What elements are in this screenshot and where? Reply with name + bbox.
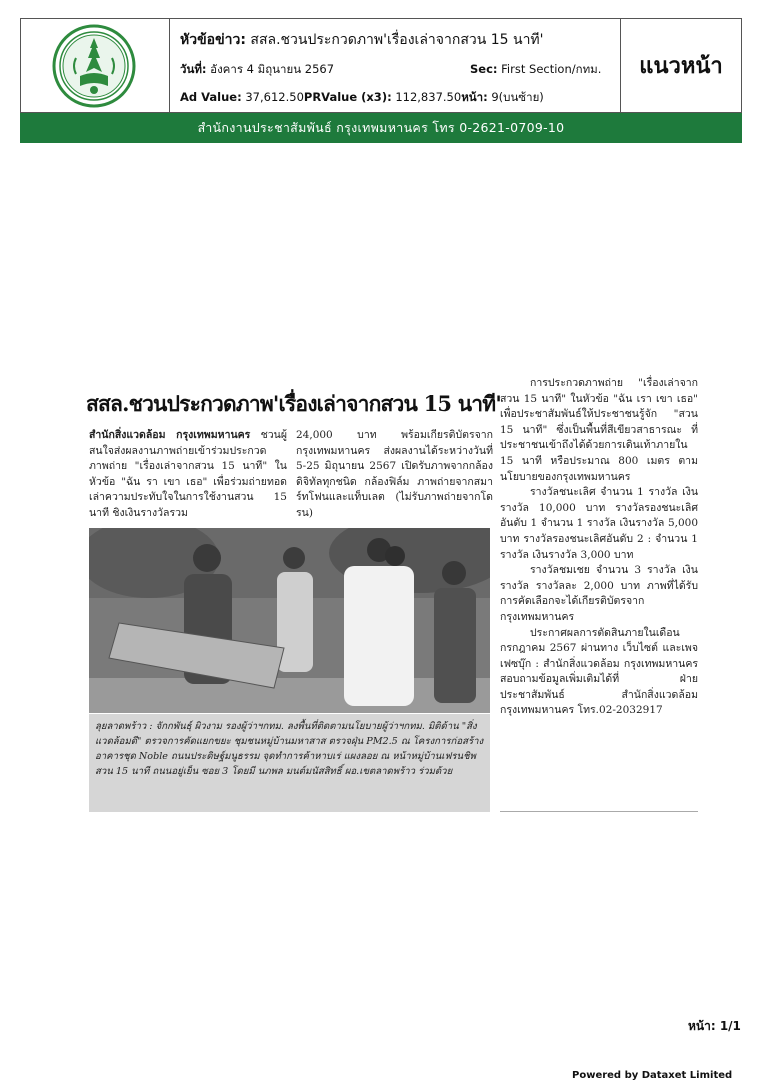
article-col1-body: ชวนผู้สนใจส่งผลงานภาพถ่ายเข้าร่วมประกวดภาพถ่าย "เรื่องเล่าจากสวน 15 นาที" ในหัวข้อ "ฉัน รา เขา เธอ" เพื่อร่วมถ่ายทอดเล่าความประทับใจในการใช้งานสวน 15 นาที ชิงเงินรางวัลรวม xyxy=(89,429,288,519)
article-column-3 xyxy=(500,376,698,719)
article-lead: สำนักสิ่งแวดล้อม กรุงเทพมหานคร xyxy=(89,429,251,441)
value-row xyxy=(180,89,544,107)
headline-value: สสล.ชวนประกวดภาพ'เรื่องเล่าจากสวน 15 นาที' xyxy=(250,32,544,48)
publication-name: แนวหน้า xyxy=(639,54,723,79)
page-label: หน้า: xyxy=(461,90,488,104)
article-col3-p1: การประกวดภาพถ่าย "เรื่องเล่าจากสวน 15 นาที" ในหัวข้อ "ฉัน เรา เขา เธอ" เพื่อประชาสัมพันธ์ให้ประชาชนรู้จัก "สวน 15 นาที" ซึ่งเป็นพื้นที่สีเขียวสาธารณะ ที่ประชาชนเข้าถึงได้ด้วยการเดินเท้าภายใน 15 นาที หรือประมาณ 800 เมตร ตามนโยบายของกรุงเทพมหานคร xyxy=(500,377,698,483)
date-label: วันที่: xyxy=(180,62,207,76)
headline-row xyxy=(180,29,544,51)
agency-bar: สำนักงานประชาสัมพันธ์ กรุงเทพมหานคร โทร 0-2621-0709-10 xyxy=(20,113,742,143)
sec-value: First Section/กทม. xyxy=(501,62,602,76)
pr-label: PRValue (x3): xyxy=(303,90,392,104)
news-photo-image xyxy=(89,528,490,713)
photo-caption: ลุยลาดพร้าว : จักกพันธุ์ ผิวงาม รองผู้ว่าฯกทม. ลงพื้นที่ติดตามนโยบายผู้ว่าฯกทม. มิติด้าน "สิ่งแวดล้อมดี" ตรวจการคัดแยกขยะ ชุมชนหมู่บ้านมหาสาส ตรวจฝุ่น PM2.5 ณ โครงการก่อสร้างอาคารชุด Noble ถนนประดิษฐ์มนูธรรม จุดทำการค้าหาบเร่ แผงลอย ณ หน้าหมู่บ้านเฟรนชิพ สวน 15 นาที ถนนอยู่เย็น ซอย 3 โดยมี นภพล มนต์มนัสสิทธิ์ ผอ.เขตลาดพร้าว ร่วมด้วย xyxy=(89,714,490,812)
logo-cell xyxy=(21,19,170,112)
article-col2-body: 24,000 บาท พร้อมเกียรติบัตรจากกรุงเทพมหานคร ส่งผลงานได้ระหว่างวันที่ 5-25 มิถุนายน 2567 เปิดรับภาพจากกล้องดิจิทัลทุกชนิด กล้องฟิล์ม ภาพถ่ายจากสมาร์ทโฟนและแท็บเลต (ไม่รับภาพถ่ายจากโดรน) xyxy=(296,429,493,519)
page-value: 9(บนซ้าย) xyxy=(491,90,544,104)
powered-by: Powered by Dataxet Limited xyxy=(572,1070,733,1081)
article-column-1 xyxy=(89,428,287,522)
article-col3-p3: รางวัลชมเชย จำนวน 3 รางวัล เงินรางวัล รางวัลละ 2,000 บาท ภาพที่ได้รับการคัดเลือกจะได้เกียรติบัตรจากกรุงเทพมหานคร xyxy=(500,564,698,623)
news-header xyxy=(20,18,742,113)
news-clipping xyxy=(86,376,698,816)
section-row xyxy=(470,61,601,79)
page-indicator: หน้า: 1/1 xyxy=(688,1019,741,1033)
headline-label: หัวข้อข่าว: xyxy=(180,32,246,48)
date-row xyxy=(180,61,334,79)
pr-value: 112,837.50 xyxy=(395,90,462,104)
ad-value: 37,612.50 xyxy=(245,90,304,104)
sec-label: Sec: xyxy=(470,62,498,76)
info-cell xyxy=(170,19,621,112)
news-photo xyxy=(89,528,490,713)
column-divider xyxy=(500,811,698,812)
article-col3-p2: รางวัลชนะเลิศ จำนวน 1 รางวัล เงินรางวัล 10,000 บาท รางวัลรองชนะเลิศอันดับ 1 จำนวน 1 รางวัล เงินรางวัล 5,000 บาท รางวัลรองชนะเลิศอันดับ 2 : จำนวน 1 รางวัล เงินรางวัล 3,000 บาท xyxy=(500,486,698,561)
date-value: อังคาร 4 มิถุนายน 2567 xyxy=(210,62,335,76)
article-title: สสล.ชวนประกวดภาพ'เรื่องเล่าจากสวน 15 นาที' xyxy=(86,391,501,416)
article-col3-p4: ประกาศผลการตัดสินภายในเดือนกรกฎาคม 2567 ผ่านทาง เว็บไซต์ และเพจเฟซบุ๊ก : สำนักสิ่งแวดล้อม กรุงเทพมหานคร สอบถามข้อมูลเพิ่มเติมได้ที่ ฝ่ายประชาสัมพันธ์ สำนักสิ่งแวดล้อม กรุงเทพมหานคร โทร.02-2032917 xyxy=(500,626,698,717)
bangkok-city-emblem-icon xyxy=(50,24,138,108)
article-column-2 xyxy=(296,428,493,522)
ad-label: Ad Value: xyxy=(180,90,242,104)
